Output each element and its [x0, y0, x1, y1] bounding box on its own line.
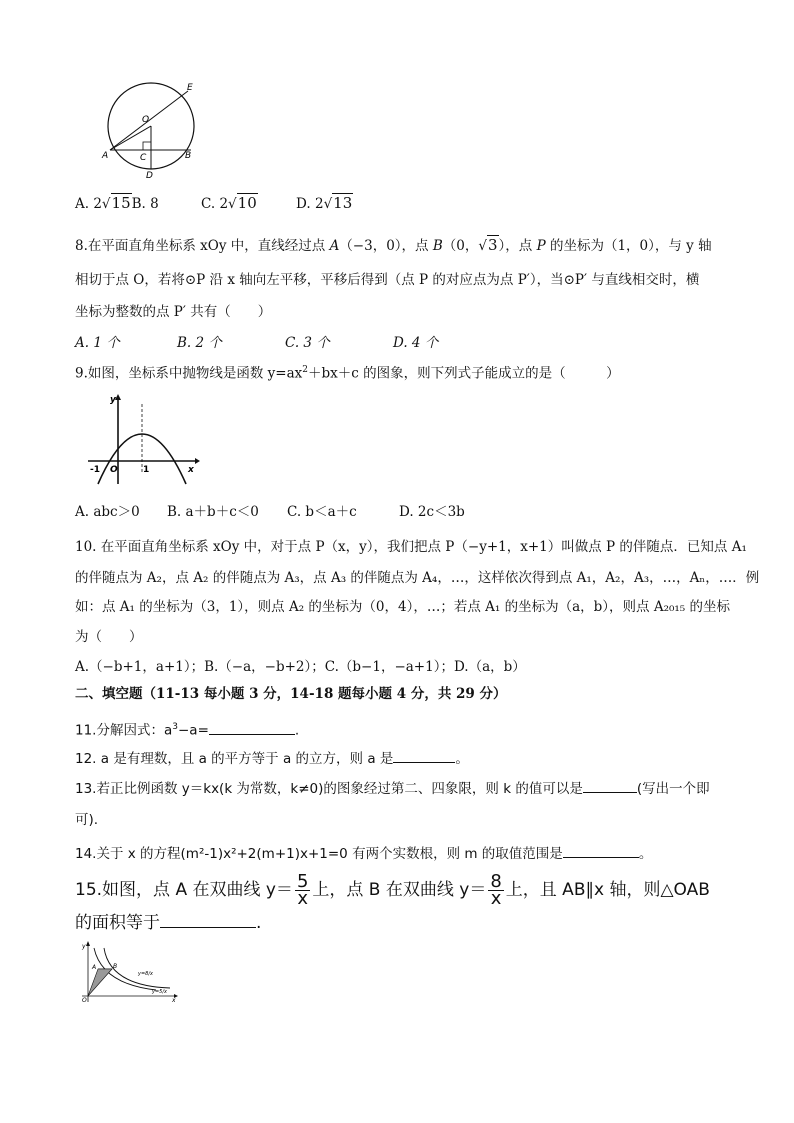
hyp-x-label: x	[172, 997, 176, 1004]
q12: 12. a 是有理数，且 a 的平方等于 a 的立方，则 a 是 。	[75, 748, 469, 769]
hyperbola-figure	[76, 940, 180, 1004]
q11: 11.分解因式：$a^3-a=$ .	[75, 717, 299, 741]
hyp-curve5-label: y=5/x	[152, 989, 167, 995]
hyp-origin-label: O	[82, 997, 87, 1004]
q9-stem: 9.如图，坐标系中抛物线是函数 $y=ax^2+bx+c$ 的图象，则下列式子能成立的是（ ）	[75, 365, 620, 382]
q10-line1: 10. 在平面直角坐标系 xOy 中，对于点 P（x，y），我们把点 P（−y+1，x+1）叫做点 P 的伴随点．已知点 A₁	[75, 539, 747, 555]
q10-options: A.（−b+1，a+1）；B.（−a，−b+2）；C.（b−1，−a+1）；D.（a，b）	[75, 659, 526, 675]
tick-1: 1	[143, 465, 150, 475]
q13-line1: 13.若正比例函数 y＝kx(k 为常数，k≠0)的图象经过第二、四象限，则 k 的值可以是 (写出一个即	[75, 778, 710, 799]
hyp-curve8-label: y=8/x	[138, 971, 153, 977]
answer-blank[interactable]	[160, 913, 256, 928]
circle-figure	[98, 78, 208, 182]
q7-options: A. 2√15B. 8 C. 2√10 D. 2√13	[75, 194, 353, 212]
q8-options: A. 1 个 B. 2 个 C. 3 个 D. 4 个	[75, 335, 439, 351]
section-heading: 二、填空题（11-13 每小题 3 分，14-18 题每小题 4 分，共 29 分）	[75, 686, 507, 702]
label-d: D	[146, 171, 153, 181]
answer-blank[interactable]	[393, 748, 455, 763]
q8-line1: 8.在平面直角坐标系 xOy 中，直线经过点 A（−3，0），点 B（0，√3），点 P 的坐标为（1，0），与 y 轴	[75, 236, 712, 254]
q15-line2: 的面积等于 .	[75, 913, 262, 933]
q14: 14.关于 x 的方程(m²-1)x²+2(m+1)x+1=0 有两个实数根，则 m 的取值范围是 。	[75, 843, 652, 864]
q8-line2: 相切于点 O，若将⊙P 沿 x 轴向左平移，平移后得到（点 P 的对应点为点 P′），当⊙P′ 与直线相交时，横	[75, 272, 700, 288]
q8-line3: 坐标为整数的点 P′ 共有（ ）	[75, 304, 272, 320]
label-e: E	[187, 83, 193, 93]
q15-line1: 15.如图，点 A 在双曲线 y＝ $\frac{5}{x}$ 上，点 B 在双曲线 y＝ $\frac{8}{x}$ 上，且 AB∥x 轴，则△OAB	[75, 870, 710, 909]
axis-x-label: x	[188, 465, 194, 475]
origin-label: O	[110, 465, 118, 475]
axis-y-label: y	[110, 395, 116, 405]
parabola-figure	[85, 392, 200, 487]
answer-blank[interactable]	[563, 843, 639, 858]
hyp-b-label: B	[113, 963, 118, 970]
answer-blank[interactable]	[583, 778, 637, 793]
q13-line2: 可).	[75, 812, 99, 828]
hyp-y-label: y	[82, 943, 86, 950]
tick-neg1: -1	[90, 465, 100, 475]
q10-line3: 如：点 A₁ 的坐标为（3，1），则点 A₂ 的坐标为（0，4），…；若点 A₁ 的坐标为（a，b），则点 A₂₀₁₅ 的坐标	[75, 599, 731, 615]
hyp-a-label: A	[92, 964, 97, 971]
q10-line2: 的伴随点为 A₂，点 A₂ 的伴随点为 A₃，点 A₃ 的伴随点为 A₄，…，这样依次得到点 A₁，A₂，A₃，…，Aₙ，…．例	[75, 570, 760, 586]
q10-line4: 为（ ）	[75, 629, 143, 645]
label-c: C	[140, 153, 147, 163]
label-b: B	[185, 151, 192, 161]
answer-blank[interactable]	[209, 720, 295, 735]
q9-options: A. abc＞0 B. a＋b＋c＜0 C. b＜a＋c D. 2c＜3b	[75, 504, 465, 520]
label-o: O	[142, 115, 150, 125]
label-a: A	[102, 151, 109, 161]
